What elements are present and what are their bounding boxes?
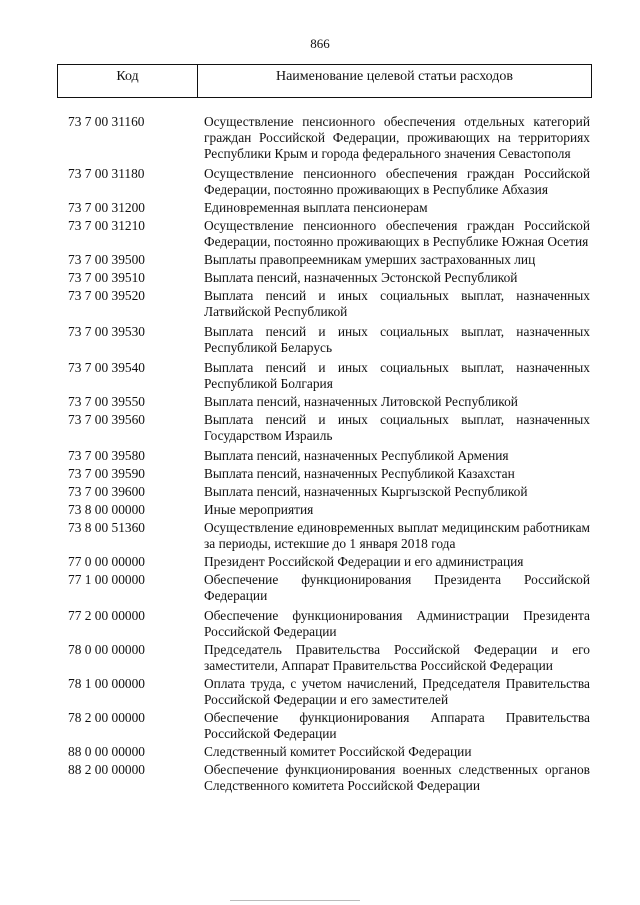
row-code: 73 7 00 31210 [68,218,145,233]
row-code: 73 7 00 31160 [68,114,145,129]
table-row [68,554,590,570]
table-row [68,448,590,464]
row-name: Осуществление пенсионного обеспечения граждан Российской Федерации, постоянно проживающих в Республике Абхазия [204,166,590,197]
row-name: Оплата труда, с учетом начислений, Председателя Правительства Российской Федерации и его заместителей [204,676,590,707]
row-name: Выплата пенсий, назначенных Литовской Республикой [204,394,518,409]
table-row [68,114,590,162]
table-row [68,466,590,482]
row-name: Председатель Правительства Российской Федерации и его заместители, Аппарат Правительства Российской Федерации [204,642,590,673]
table-header [57,64,592,98]
row-code: 73 8 00 51360 [68,520,145,535]
row-name: Осуществление единовременных выплат медицинским работникам за периоды, истекшие до 1 января 2018 года [204,520,590,551]
table-row [68,394,590,410]
table-row [68,288,590,320]
table-row [68,502,590,518]
row-code: 73 7 00 39500 [68,252,145,267]
row-name: Президент Российской Федерации и его администрация [204,554,524,569]
row-name: Выплата пенсий, назначенных Республикой Армения [204,448,509,463]
row-code: 78 2 00 00000 [68,710,145,725]
row-name: Обеспечение функционирования Аппарата Правительства Российской Федерации [204,710,590,741]
row-name: Единовременная выплата пенсионерам [204,200,428,215]
row-name: Обеспечение функционирования военных следственных органов Следственного комитета Российской Федерации [204,762,590,793]
row-code: 73 7 00 39510 [68,270,145,285]
row-code: 73 7 00 39560 [68,412,145,427]
row-name: Иные мероприятия [204,502,314,517]
table-row [68,642,590,674]
row-code: 73 7 00 39590 [68,466,145,481]
row-name: Выплата пенсий, назначенных Кыргызской Республикой [204,484,528,499]
row-code: 73 7 00 39530 [68,324,145,339]
table-row [68,676,590,708]
row-code: 73 7 00 39600 [68,484,145,499]
table-row [68,520,590,552]
row-code: 73 7 00 39580 [68,448,145,463]
header-code: Код [58,65,198,97]
row-name: Обеспечение функционирования Президента Российской Федерации [204,572,590,603]
table-body [68,114,590,794]
row-name: Осуществление пенсионного обеспечения отдельных категорий граждан Российской Федерации, проживающих на территориях Республики Крым и города федерального значения Севастополя [204,114,590,161]
table-row [68,710,590,742]
row-name: Следственный комитет Российской Федерации [204,744,472,759]
row-name: Осуществление пенсионного обеспечения граждан Российской Федерации, постоянно проживающих в Республике Южная Осетия [204,218,590,249]
table-row [68,200,590,216]
row-code: 73 7 00 39520 [68,288,145,303]
row-name: Выплата пенсий и иных социальных выплат, назначенных Латвийской Республикой [204,288,590,319]
page-number: 866 [310,36,330,51]
row-code: 77 0 00 00000 [68,554,145,569]
row-name: Выплата пенсий и иных социальных выплат, назначенных Государством Израиль [204,412,590,443]
row-code: 73 8 00 00000 [68,502,145,517]
table-row [68,252,590,268]
row-code: 78 0 00 00000 [68,642,145,657]
row-name: Обеспечение функционирования Администрации Президента Российской Федерации [204,608,590,639]
header-name: Наименование целевой статьи расходов [275,69,514,84]
row-code: 78 1 00 00000 [68,676,145,691]
row-code: 73 7 00 31180 [68,166,145,181]
table-row [68,762,590,794]
table-row [68,484,590,500]
row-code: 77 2 00 00000 [68,608,145,623]
table-row [68,218,590,250]
row-code: 77 1 00 00000 [68,572,145,587]
row-name: Выплаты правопреемникам умерших застрахованных лиц [204,252,536,267]
table-row [68,608,590,640]
bottom-rule [230,900,360,901]
row-code: 73 7 00 31200 [68,200,145,215]
table-row [68,324,590,356]
row-name: Выплата пенсий, назначенных Республикой Казахстан [204,466,515,481]
row-name: Выплата пенсий и иных социальных выплат, назначенных Республикой Беларусь [204,324,590,355]
row-code: 73 7 00 39540 [68,360,145,375]
table-row [68,270,590,286]
row-code: 88 0 00 00000 [68,744,145,759]
row-name: Выплата пенсий, назначенных Эстонской Республикой [204,270,518,285]
table-row [68,744,590,760]
row-name: Выплата пенсий и иных социальных выплат, назначенных Республикой Болгария [204,360,590,391]
table-row [68,360,590,392]
row-code: 73 7 00 39550 [68,394,145,409]
table-row [68,166,590,198]
table-row [68,572,590,604]
row-code: 88 2 00 00000 [68,762,145,777]
table-row [68,412,590,444]
